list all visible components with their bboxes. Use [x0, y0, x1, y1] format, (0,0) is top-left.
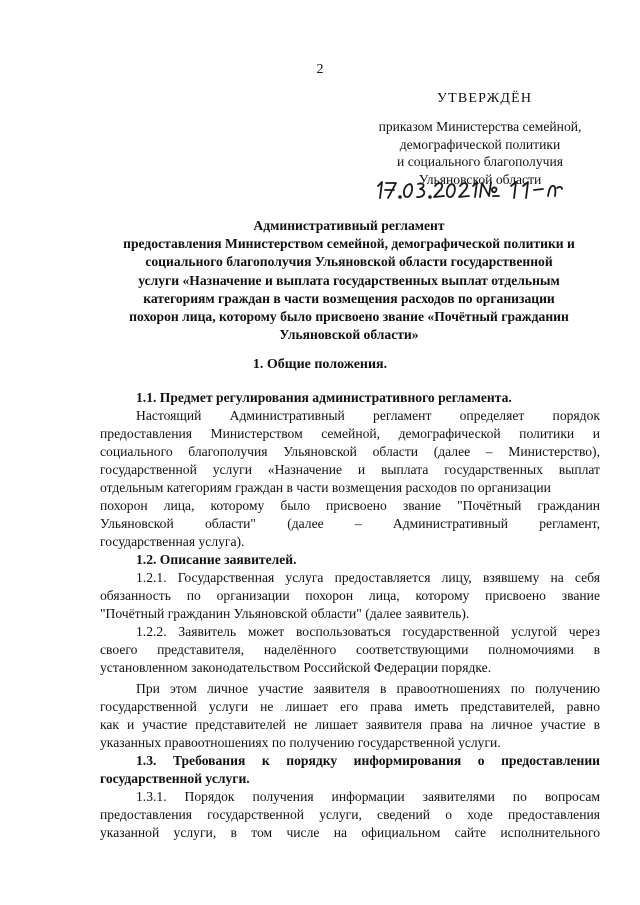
- paragraph-line: государственной услуги «Назначение и выплата государственных выплат: [100, 462, 600, 477]
- paragraph-line: "Почётный гражданин Ульяновской области" (далее заявитель).: [100, 606, 470, 621]
- regulation-title: [96, 217, 602, 344]
- paragraph-heading: 1.2. Описание заявителей.: [136, 552, 297, 567]
- page-number: 2: [316, 62, 324, 77]
- paragraph-line: 1.2.2. Заявитель может воспользоваться государственной услугой через: [136, 624, 600, 639]
- paragraph-line: социального благополучия Ульяновской области (далее – Министерство),: [100, 444, 600, 459]
- paragraph-line: государственная услуга).: [100, 534, 245, 549]
- approval-line: демографической политики: [399, 136, 561, 152]
- paragraph-line: установленном законодательством Российской Федерации порядке.: [100, 660, 492, 675]
- approval-line: Ульяновской области: [418, 171, 542, 187]
- paragraph-line: обязанность по организации похорон лица, которому присвоено звание: [100, 588, 600, 603]
- paragraph-line: своего представителя, наделённого соответствующими полномочиями в: [100, 642, 600, 657]
- section-body: [100, 389, 600, 842]
- paragraph-line: Ульяновской области" (далее – Административный регламент,: [100, 516, 600, 531]
- regulation-title-line: услуги «Назначение и выплата государственных выплат отдельным: [138, 272, 560, 288]
- regulation-title-line: предоставления Министерством семейной, демографической политики и: [123, 236, 575, 252]
- approval-line: и социального благополучия: [397, 154, 563, 169]
- approval-line: приказом Министерства семейной,: [378, 119, 582, 134]
- paragraph-line: 1.2.1. Государственная услуга предоставляется лицу, взявшему на себя: [136, 570, 600, 585]
- regulation-title-line: категориям граждан в части возмещения расходов по организации: [143, 290, 555, 306]
- paragraph-line: государственной услуги не лишает его права иметь представителей, равно: [100, 699, 600, 714]
- paragraph-heading: 1.1. Предмет регулирования административного регламента.: [136, 390, 512, 405]
- approval-heading: УТВЕРЖДЁН: [437, 91, 533, 106]
- paragraph-heading: 1.3. Требования к порядку информирования о предоставлении: [136, 753, 600, 768]
- paragraph-line: как и участие представителей не лишает заявителя права на личное участие в: [100, 717, 600, 732]
- regulation-title-line: похорон лица, которому было присвоено звание «Почётный гражданин: [129, 309, 569, 325]
- paragraph-line: предоставления Министерством семейной, демографической политики и: [100, 426, 600, 441]
- paragraph-heading: государственной услуги.: [100, 771, 250, 786]
- regulation-title-line: Ульяновской области»: [279, 327, 419, 343]
- paragraph-line: При этом личное участие заявителя в правоотношениях по получению: [136, 681, 600, 696]
- section-title: 1. Общие положения.: [252, 357, 388, 372]
- paragraph-line: указанных правоотношениях по получению государственной услуги.: [100, 735, 501, 750]
- regulation-title-line: социального благополучия Ульяновской области государственной: [145, 254, 553, 270]
- paragraph-line: указанной услуги, в том числе на официальном сайте исполнительного: [100, 825, 600, 840]
- regulation-title-line: Административный регламент: [253, 218, 445, 233]
- paragraph-line: Настоящий Административный регламент определяет порядок: [136, 408, 600, 423]
- handwritten-date-number: [372, 176, 592, 202]
- paragraph-line: предоставления государственной услуги, сведений о ходе предоставления: [100, 807, 600, 822]
- paragraph-line: отдельным категориям граждан в части возмещения расходов по организации: [100, 480, 551, 495]
- paragraph-line: 1.3.1. Порядок получения информации заявителями по вопросам: [136, 789, 600, 804]
- paragraph-line: похорон лица, которому было присвоено звание "Почётный гражданин: [100, 498, 600, 513]
